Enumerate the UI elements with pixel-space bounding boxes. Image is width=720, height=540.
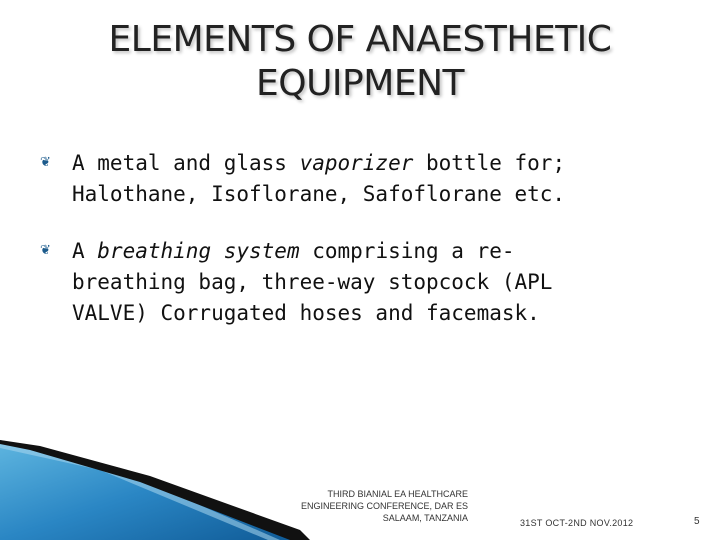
bullet-item-vaporizer: [40, 148, 660, 210]
footer-conference-line-2: ENGINEERING CONFERENCE, DAR ES: [300, 501, 468, 511]
bullet-2-text-pre: A: [72, 239, 98, 263]
bullet-2-line-1: [72, 236, 660, 267]
bullet-1-emphasis: vaporizer: [299, 151, 414, 175]
footer-conference-line-3: SALAAM, TANZANIA: [382, 513, 468, 523]
bullet-2-text-post: comprising a re-: [299, 239, 515, 263]
footer-conference: [270, 488, 468, 524]
bullet-2-line-2: breathing bag, three-way stopcock (APL: [72, 270, 553, 294]
bullet-1-line-1: [72, 148, 660, 179]
bullet-list: [40, 148, 660, 355]
fleuron-bullet-icon: ❦: [40, 155, 51, 170]
bullet-1-text-pre: A metal and glass: [72, 151, 300, 175]
bullet-1-text-post: bottle for;: [413, 151, 566, 175]
fleuron-bullet-icon: ❦: [40, 243, 51, 258]
footer-conference-line-1: THIRD BIANIAL EA HEALTHCARE: [327, 489, 468, 499]
slide-title: [40, 18, 680, 106]
bullet-2-line-3: VALVE) Corrugated hoses and facemask.: [72, 301, 540, 325]
slide-title-line-2: EQUIPMENT: [256, 63, 464, 104]
footer-date: 31ST OCT-2ND NOV.2012: [520, 518, 634, 528]
bullet-item-breathing-system: [40, 236, 660, 329]
bullet-2-emphasis: breathing system: [97, 239, 300, 263]
page-number: 5: [694, 516, 700, 527]
slide-title-line-1: ELEMENTS OF ANAESTHETIC: [108, 19, 612, 60]
bullet-1-line-2: Halothane, Isoflorane, Safoflorane etc.: [72, 182, 566, 206]
